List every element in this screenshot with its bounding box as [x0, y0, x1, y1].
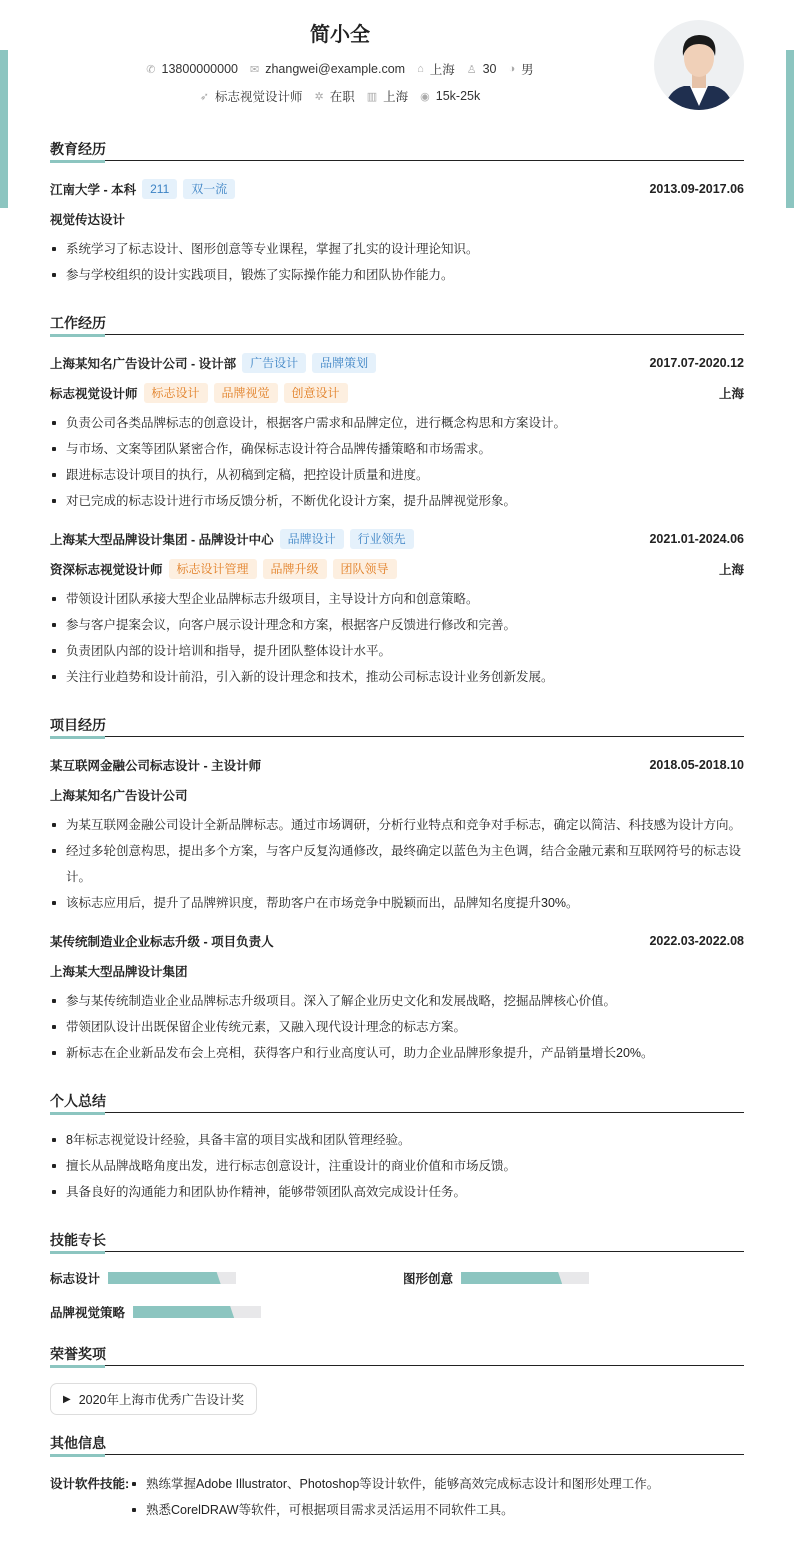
list-item: 负责公司各类品牌标志的创意设计，根据客户需求和品牌定位，进行概念构思和方案设计。	[50, 410, 744, 436]
list-item: 具备良好的沟通能力和团队协作精神，能够带领团队高效完成设计任务。	[50, 1179, 744, 1205]
tag: 品牌视觉	[214, 383, 278, 403]
company: 上海某知名广告设计公司 - 设计部	[50, 357, 237, 371]
section-title: 教育经历	[50, 139, 744, 161]
list-item: 系统学习了标志设计、图形创意等专业课程，掌握了扎实的设计理论知识。	[50, 236, 744, 262]
caret-right-icon: ▶	[63, 1393, 71, 1405]
list-item: 擅长从品牌战略角度出发，进行标志创意设计，注重设计的商业价值和市场反馈。	[50, 1153, 744, 1179]
major: 视觉传达设计	[50, 213, 126, 227]
skill-bar	[461, 1272, 589, 1284]
phone-icon: ✆	[146, 63, 156, 76]
tag: 品牌升级	[263, 559, 327, 579]
entry	[50, 348, 744, 514]
date: 2013.09-2017.06	[649, 182, 744, 196]
entry	[50, 926, 744, 1066]
project-name: 某互联网金融公司标志设计 - 主设计师	[50, 759, 262, 773]
skill-name: 标志设计	[50, 1272, 101, 1286]
skill-name: 图形创意	[403, 1272, 454, 1286]
skill-bar	[108, 1272, 236, 1284]
date: 2017.07-2020.12	[649, 356, 744, 370]
age: 30	[482, 62, 497, 76]
list-item: 参与客户提案会议，向客户展示设计理念和方案，根据客户反馈进行修改和完善。	[50, 612, 744, 638]
summary-section	[50, 1091, 744, 1205]
job-intent-row	[0, 87, 680, 105]
skill-item	[403, 1268, 744, 1288]
city: 上海	[383, 90, 409, 104]
tag: 标志设计管理	[169, 559, 257, 579]
list-item: 与市场、文案等团队紧密合作，确保标志设计符合品牌传播策略和市场需求。	[50, 436, 744, 462]
skill-bar-fill	[133, 1306, 234, 1318]
school: 江南大学 - 本科	[50, 183, 137, 197]
education-section	[50, 139, 744, 288]
other-section	[50, 1433, 744, 1523]
skill-item	[50, 1302, 403, 1322]
status: 在职	[329, 90, 355, 104]
section-title: 个人总结	[50, 1091, 744, 1113]
list-item: 熟悉CorelDRAW等软件，可根据项目需求灵活运用不同软件工具。	[130, 1497, 744, 1523]
project-name: 某传统制造业企业标志升级 - 项目负责人	[50, 935, 274, 949]
salary: 15k-25k	[435, 89, 481, 103]
email: zhangwei@example.com	[265, 62, 406, 76]
gender: 男	[521, 63, 534, 77]
section-title: 其他信息	[50, 1433, 744, 1455]
section-title: 荣誉奖项	[50, 1344, 744, 1366]
tag: 双一流	[183, 179, 235, 199]
award-item[interactable]	[50, 1383, 257, 1415]
accent-bar-right	[786, 50, 794, 208]
organization: 上海某大型品牌设计集团	[50, 965, 188, 979]
list-item: 8年标志视觉设计经验，具备丰富的项目实战和团队管理经验。	[50, 1127, 744, 1153]
list-item: 该标志应用后，提升了品牌辨识度，帮助客户在市场竞争中脱颖而出，品牌知名度提升30%。	[50, 890, 744, 916]
list-item: 跟进标志设计项目的执行，从初稿到定稿，把控设计质量和进度。	[50, 462, 744, 488]
candidate-name: 简小全	[310, 24, 370, 46]
entry	[50, 750, 744, 916]
skills-section	[50, 1230, 744, 1322]
skill-item	[50, 1268, 403, 1288]
skill-bar-fill	[461, 1272, 562, 1284]
home-icon: ⌂	[417, 63, 424, 75]
position: 标志视觉设计师	[214, 90, 303, 104]
city: 上海	[718, 563, 744, 577]
honors-section	[50, 1344, 744, 1415]
date: 2018.05-2018.10	[649, 758, 744, 772]
company: 上海某大型品牌设计集团 - 品牌设计中心	[50, 533, 274, 547]
section-title: 项目经历	[50, 715, 744, 737]
avatar	[654, 20, 744, 110]
list-item: 带领设计团队承接大型企业品牌标志升级项目，主导设计方向和创意策略。	[50, 586, 744, 612]
tag: 品牌策划	[312, 353, 376, 373]
send-icon: ➶	[199, 90, 209, 103]
list-item: 熟练掌握Adobe Illustrator、Photoshop等设计软件，能够高效完成标志设计和图形处理工作。	[130, 1471, 744, 1497]
list-item: 新标志在企业新品发布会上亮相，获得客户和行业高度认可，助力企业品牌形象提升，产品销量增长20%。	[50, 1040, 744, 1066]
tag: 广告设计	[242, 353, 306, 373]
list-item: 负责团队内部的设计培训和指导，提升团队整体设计水平。	[50, 638, 744, 664]
gender-icon: ◑	[508, 63, 516, 75]
entry	[50, 524, 744, 690]
list-item: 为某互联网金融公司设计全新品牌标志。通过市场调研，分析行业特点和竞争对手标志，确定以简洁、科技感为设计方向。	[50, 812, 744, 838]
tag: 标志设计	[144, 383, 208, 403]
other-label: 设计软件技能:	[50, 1477, 130, 1491]
tag: 创意设计	[284, 383, 348, 403]
role: 资深标志视觉设计师	[50, 563, 163, 577]
tag: 团队领导	[333, 559, 397, 579]
skill-name: 品牌视觉策略	[50, 1306, 126, 1320]
list-item: 带领团队设计出既保留企业传统元素，又融入现代设计理念的标志方案。	[50, 1014, 744, 1040]
list-item: 参与学校组织的设计实践项目，锻炼了实际操作能力和团队协作能力。	[50, 262, 744, 288]
section-title: 工作经历	[50, 313, 744, 335]
skill-bar	[133, 1306, 261, 1318]
age-icon: ♙	[466, 63, 477, 76]
city: 上海	[718, 387, 744, 401]
salary-icon: ◉	[420, 90, 430, 103]
date: 2021.01-2024.06	[649, 532, 744, 546]
date: 2022.03-2022.08	[649, 934, 744, 948]
status-icon: ✲	[314, 90, 324, 103]
phone: 13800000000	[161, 62, 238, 76]
list-item: 对已完成的标志设计进行市场反馈分析，不断优化设计方案，提升品牌视觉形象。	[50, 488, 744, 514]
project-section	[50, 715, 744, 1066]
building-icon: ▥	[366, 90, 378, 103]
role: 标志视觉设计师	[50, 387, 138, 401]
work-section	[50, 313, 744, 690]
tag: 行业领先	[350, 529, 414, 549]
contact-row	[0, 60, 680, 78]
skill-bar-fill	[108, 1272, 221, 1284]
list-item: 关注行业趋势和设计前沿，引入新的设计理念和技术，推动公司标志设计业务创新发展。	[50, 664, 744, 690]
list-item: 经过多轮创意构思，提出多个方案，与客户反复沟通修改，最终确定以蓝色为主色调，结合金融元素和互联网符号的标志设计。	[50, 838, 744, 890]
award-label: 2020年上海市优秀广告设计奖	[78, 1393, 245, 1407]
section-title: 技能专长	[50, 1230, 744, 1252]
location: 上海	[429, 63, 455, 77]
organization: 上海某知名广告设计公司	[50, 789, 188, 803]
tag: 211	[142, 179, 177, 199]
tag: 品牌设计	[280, 529, 344, 549]
mail-icon: ✉	[250, 63, 260, 76]
list-item: 参与某传统制造业企业品牌标志升级项目。深入了解企业历史文化和发展战略，挖掘品牌核心价值。	[50, 988, 744, 1014]
